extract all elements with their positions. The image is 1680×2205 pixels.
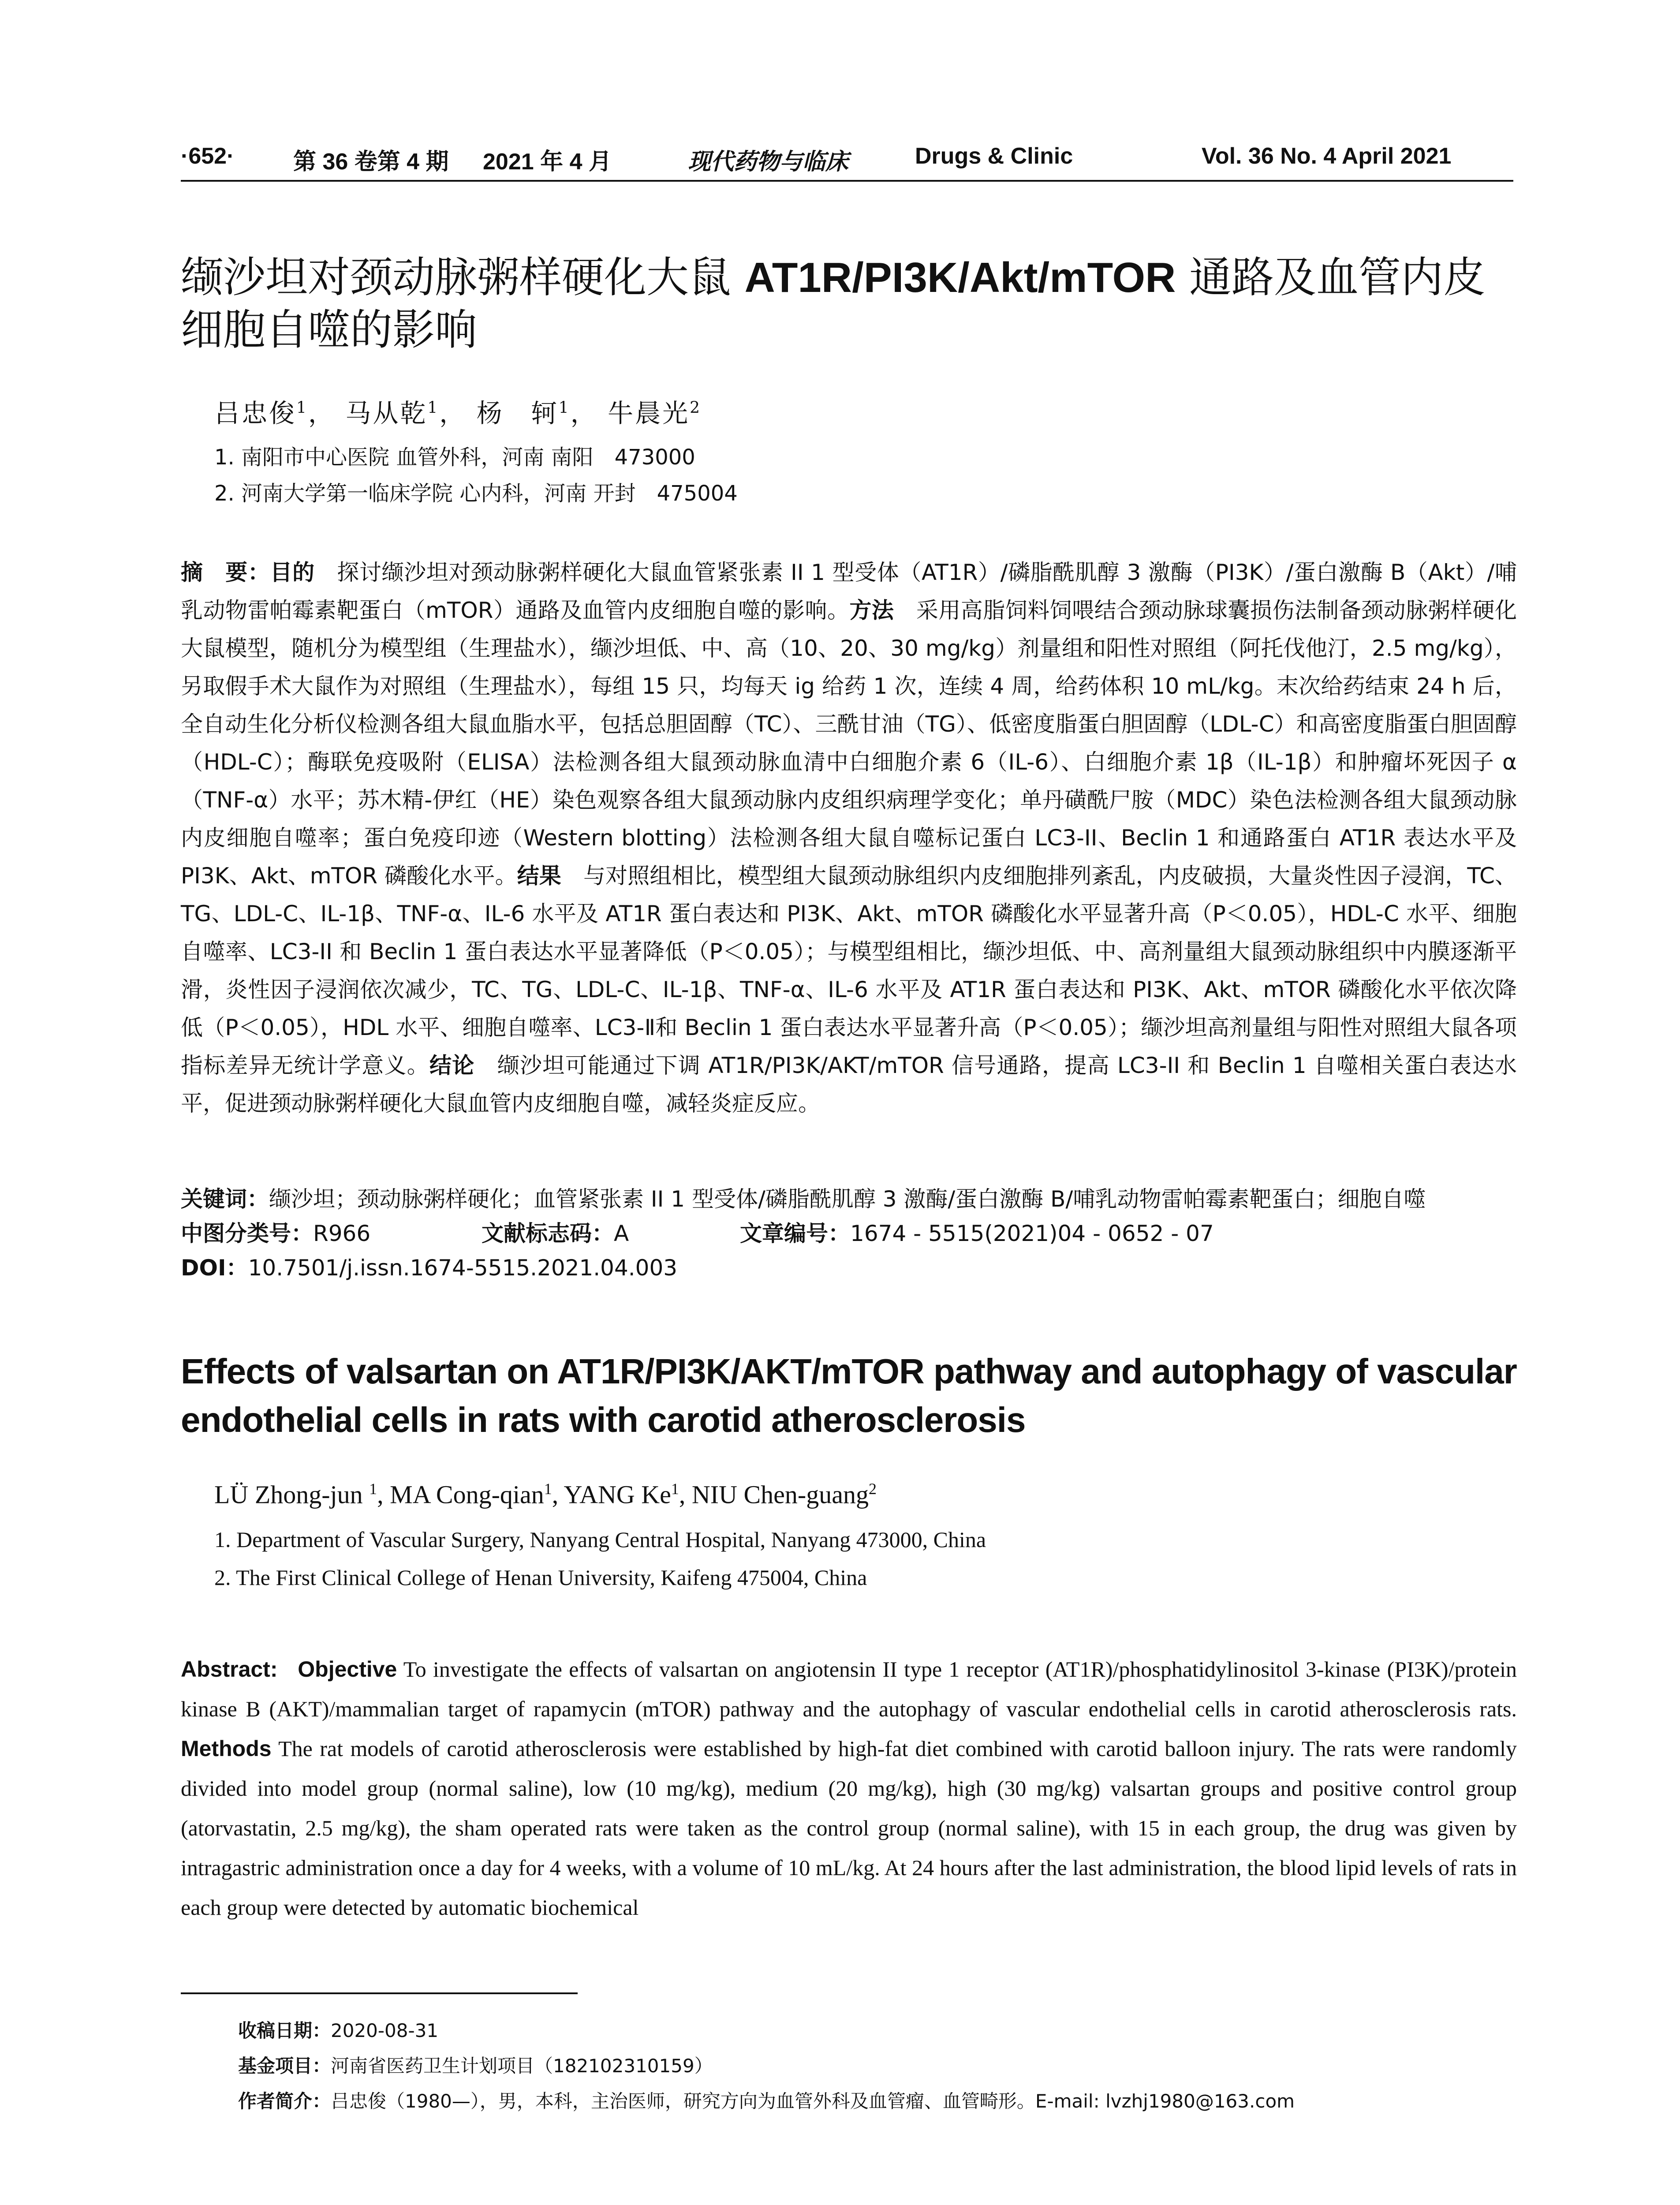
- clc-label: 中图分类号：: [181, 1221, 313, 1246]
- results-text: 与对照组相比，模型组大鼠颈动脉组织内皮细胞排列紊乱，内皮破损，大量炎性因子浸润，TC、TG、LDL-C、IL-1β、TNF-α、IL-6 水平及 AT1R 蛋白表达和 PI3K、Akt、mTOR 磷酸化水平显著升高（P＜0.05），HDL-C 水平、细胞自噬率、LC3-II 和 Beclin 1 蛋白表达水平显著降低（P＜0.05）；与模型组相比，缬沙坦低、中、高剂量组大鼠颈动脉组织中内膜逐渐平滑，炎性因子浸润依次减少，TC、TG、LDL-C、IL-1β、TNF-α、IL-6 水平及 AT1R 蛋白表达和 PI3K、Akt、mTOR 磷酸化水平依次降低（P＜0.05），HDL 水平、细胞自噬率、LC3-Ⅱ和 Beclin 1 蛋白表达水平显著升高（P＜0.05）；缬沙坦高剂量组与阳性对照组大鼠各项指标差异无统计学意义。: [181, 863, 1517, 1078]
- authors-zh: [214, 392, 702, 430]
- author-affiliation-mark: 1: [369, 1480, 377, 1498]
- doc-code-label: 文献标志码：: [482, 1221, 614, 1246]
- clc-value: R966: [313, 1221, 371, 1246]
- footnote-label: 收稿日期：: [238, 2020, 331, 2041]
- article-no-value: 1674 - 5515(2021)04 - 0652 - 07: [850, 1221, 1214, 1246]
- abstract-en: [181, 1649, 1517, 1927]
- objective-text: 探讨缬沙坦对颈动脉粥样硬化大鼠血管紧张素 II 1 型受体（AT1R）/磷脂酰肌醇 3 激酶（PI3K）/蛋白激酶 B（Akt）/哺乳动物雷帕霉素靶蛋白（mTOR）通路及血管内皮细胞自噬的影响。: [181, 560, 1517, 623]
- volume-zh: 第 36 卷第 4 期: [293, 149, 449, 175]
- footnote-label: 基金项目：: [238, 2055, 331, 2077]
- author-affiliation-mark: 1: [558, 399, 571, 417]
- keywords-text: 缬沙坦；颈动脉粥样硬化；血管紧张素 II 1 型受体/磷脂酰肌醇 3 激酶/蛋白激酶 B/哺乳动物雷帕霉素靶蛋白；细胞自噬: [269, 1186, 1426, 1212]
- author-name-en: LÜ Zhong-jun: [214, 1480, 370, 1509]
- footnote-text: 2020-08-31: [331, 2020, 439, 2041]
- article-title-zh: [181, 251, 1517, 356]
- conclusion-label: 结论: [429, 1053, 475, 1078]
- methods-text-en: The rat models of carotid atherosclerosis were established by high-fat diet combined with carotid balloon injury. The rats were randomly divided into model group (normal saline), low (10 mg/kg), medium (20 mg/kg), high (30 mg/kg) valsartan groups and positive control group (atorvastatin, 2.5 mg/kg), the sham operated rats were taken as the control group (normal saline), with 15 in each group, the drug was given by intragastric administration once a day for 4 weeks, with a volume of 10 mL/kg. At 24 hours after the last administration, the blood lipid levels of rats in each group were detected by automatic biochemical: [181, 1736, 1517, 1920]
- author-separator: ，: [570, 398, 598, 428]
- running-header: [181, 140, 1513, 182]
- article-no-label: 文章编号：: [740, 1221, 851, 1246]
- keywords-label: 关键词：: [181, 1186, 269, 1212]
- abstract-label: 摘 要：: [181, 560, 270, 585]
- conclusion-text: 缬沙坦可能通过下调 AT1R/PI3K/AKT/mTOR 信号通路，提高 LC3-II 和 Beclin 1 自噬相关蛋白表达水平，促进颈动脉粥样硬化大鼠血管内皮细胞自噬，减轻炎症反应。: [181, 1053, 1517, 1116]
- author-name-en: , NIU Chen-guang: [679, 1480, 869, 1509]
- footnote-text: 河南省医药卫生计划项目（182102310159）: [331, 2055, 713, 2077]
- affiliation-zh: 2. 河南大学第一临床学院 心内科，河南 开封 475004: [214, 481, 738, 506]
- methods-text: 采用高脂饲料饲喂结合颈动脉球囊损伤法制备颈动脉粥样硬化大鼠模型，随机分为模型组（生理盐水），缬沙坦低、中、高（10、20、30 mg/kg）剂量组和阳性对照组（阿托伐他汀，2.5 mg/kg），另取假手术大鼠作为对照组（生理盐水），每组 15 只，均每天 ig 给药 1 次，连续 4 周，给药体积 10 mL/kg。末次给药结束 24 h 后，全自动生化分析仪检测各组大鼠血脂水平，包括总胆固醇（TC）、三酰甘油（TG）、低密度脂蛋白胆固醇（LDL-C）和高密度脂蛋白胆固醇（HDL-C）；酶联免疫吸附（ELISA）法检测各组大鼠颈动脉血清中白细胞介素 6（IL-6）、白细胞介素 1β（IL-1β）和肿瘤坏死因子 α（TNF-α）水平；苏木精-伊红（HE）染色观察各组大鼠颈动脉内皮组织病理学变化；单丹磺酰尸胺（MDC）染色法检测各组大鼠颈动脉内皮细胞自噬率；蛋白免疫印迹（Western blotting）法检测各组大鼠自噬标记蛋白 LC3-II、Beclin 1 和通路蛋白 AT1R 表达水平及 PI3K、Akt、mTOR 磷酸化水平。: [181, 598, 1517, 889]
- author-affiliation-mark: 1: [671, 1480, 679, 1498]
- affiliation-en: 1. Department of Vascular Surgery, Nanyang Central Hospital, Nanyang 473000, China: [214, 1527, 986, 1552]
- author-separator: ，: [439, 398, 467, 428]
- title-zh-pathway: AT1R/PI3K/Akt/mTOR: [744, 254, 1176, 301]
- footnote-author-bio: [238, 2087, 1295, 2113]
- footnote-rule: [181, 1992, 578, 1994]
- results-label: 结果: [517, 863, 561, 889]
- volume-en: Vol. 36 No. 4 April 2021: [1202, 143, 1452, 169]
- title-zh-part: 缬沙坦对颈动脉粥样硬化大鼠: [181, 253, 745, 302]
- author-separator: ，: [308, 398, 336, 428]
- author-name: 牛晨光: [608, 398, 690, 428]
- methods-label: 方法: [849, 598, 894, 623]
- doi-line: [181, 1251, 1517, 1285]
- keywords-zh: [181, 1182, 1517, 1216]
- doc-code-value: A: [614, 1221, 629, 1246]
- author-affiliation-mark: 2: [868, 1480, 877, 1498]
- author-name-en: , MA Cong-qian: [377, 1480, 544, 1509]
- abstract-label-en: Abstract:: [181, 1657, 278, 1682]
- author-name: 吕忠俊: [214, 398, 297, 428]
- footnote-received: [238, 2016, 438, 2043]
- author-affiliation-mark: 2: [690, 399, 702, 417]
- title-zh-part: 通路及血管内皮细胞自噬的影响: [181, 253, 1486, 355]
- methods-label-en: Methods: [181, 1736, 272, 1761]
- objective-label-en: Objective: [298, 1657, 397, 1682]
- objective-text-en: To investigate the effects of valsartan on angiotensin II type 1 receptor (AT1R)/phosphatidylinositol 3-kinase (PI3K)/protein kinase B (AKT)/mammalian target of rapamycin (mTOR) pathway and the autophagy of vascular endothelial cells in carotid atherosclerosis rats.: [181, 1657, 1517, 1721]
- abstract-zh: [181, 553, 1517, 1122]
- doi-value: 10.7501/j.issn.1674-5515.2021.04.003: [248, 1255, 678, 1281]
- author-name: 马从乾: [345, 398, 428, 428]
- author-affiliation-mark: 1: [296, 399, 308, 417]
- article-title-en: Effects of valsartan on AT1R/PI3K/AKT/mTOR pathway and autophagy of vascular endothelial cells in rats with carotid atherosclerosis: [181, 1352, 1517, 1439]
- date-zh: 2021 年 4 月: [483, 149, 612, 175]
- affiliation-en: 2. The First Clinical College of Henan University, Kaifeng 475004, China: [214, 1565, 867, 1590]
- objective-label: 目的: [270, 560, 315, 585]
- author-name-en: , YANG Ke: [552, 1480, 671, 1509]
- footnote-funding: [238, 2052, 713, 2078]
- affiliation-zh: 1. 南阳市中心医院 血管外科，河南 南阳 473000: [214, 445, 695, 470]
- doi-label: DOI：: [181, 1255, 248, 1281]
- classification-line: [181, 1216, 1517, 1251]
- author-affiliation-mark: 1: [544, 1480, 552, 1498]
- authors-en: [214, 1480, 877, 1509]
- footnote-text: 吕忠俊（1980—），男，本科，主治医师，研究方向为血管外科及血管瘤、血管畸形。E-mail: lvzhj1980@163.com: [331, 2090, 1295, 2112]
- footnote-label: 作者简介：: [238, 2090, 331, 2112]
- journal-name-en: Drugs & Clinic: [915, 143, 1073, 169]
- page-number: ·652·: [181, 143, 235, 169]
- author-name: 杨 轲: [476, 398, 559, 428]
- author-affiliation-mark: 1: [427, 399, 440, 417]
- journal-name-zh: 现代药物与临床: [688, 148, 849, 175]
